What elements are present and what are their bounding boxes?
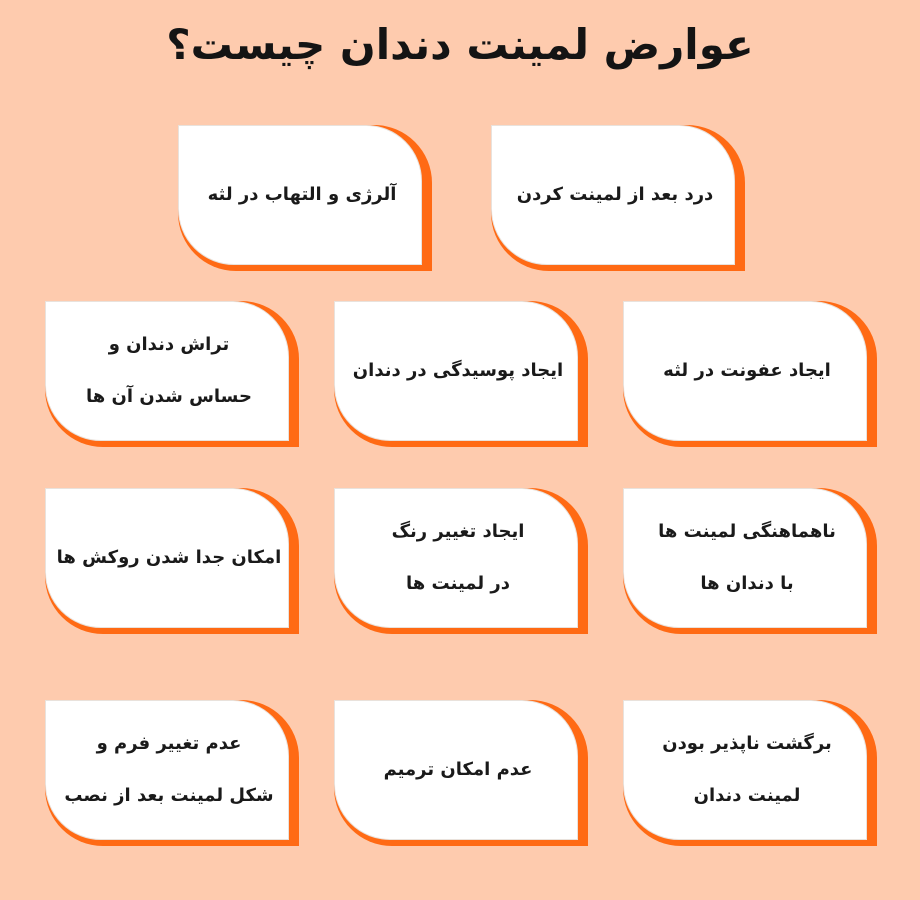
card-line: با دندان ها: [700, 573, 794, 594]
card-text: [505, 125, 725, 265]
card-discoloration: [334, 488, 588, 634]
card-text: [637, 700, 857, 840]
card-gum-infection: [623, 301, 877, 447]
card-line: حساس شدن آن ها: [86, 386, 252, 407]
card-line: ناهماهنگی لمینت ها: [658, 521, 836, 542]
card-text: [348, 488, 568, 628]
card-no-repair: [334, 700, 588, 846]
card-line: شکل لمینت بعد از نصب: [64, 785, 274, 806]
card-gum-allergy: [178, 125, 432, 271]
card-line: امکان جدا شدن روکش ها: [56, 547, 282, 568]
card-line: درد بعد از لمینت کردن: [516, 184, 714, 205]
card-tooth-sensitivity: [45, 301, 299, 447]
card-no-reshape: [45, 700, 299, 846]
page-title: عوارض لمینت دندان چیست؟: [166, 20, 754, 69]
card-line: ایجاد عفونت در لثه: [663, 360, 831, 381]
card-text: [59, 700, 279, 840]
card-tooth-decay: [334, 301, 588, 447]
card-text: [56, 488, 282, 628]
card-line: تراش دندان و: [108, 334, 230, 355]
card-text: [637, 488, 857, 628]
card-line: عدم تغییر فرم و: [96, 733, 242, 754]
card-line: ایجاد تغییر رنگ: [391, 521, 525, 542]
card-line: در لمینت ها: [406, 573, 510, 594]
card-line: لمینت دندان: [693, 785, 801, 806]
card-line: آلرژی و التهاب در لثه: [207, 184, 397, 205]
card-mismatch: [623, 488, 877, 634]
card-line: برگشت ناپذیر بودن: [662, 733, 832, 754]
card-pain-after-laminate: [491, 125, 745, 271]
card-irreversible: [623, 700, 877, 846]
card-line: ایجاد پوسیدگی در دندان: [352, 360, 564, 381]
card-text: [59, 301, 279, 441]
card-line: عدم امکان ترمیم: [383, 759, 533, 780]
card-text: [192, 125, 412, 265]
card-text: [348, 301, 568, 441]
card-veneer-detach: [45, 488, 299, 634]
card-text: [348, 700, 568, 840]
card-text: [637, 301, 857, 441]
